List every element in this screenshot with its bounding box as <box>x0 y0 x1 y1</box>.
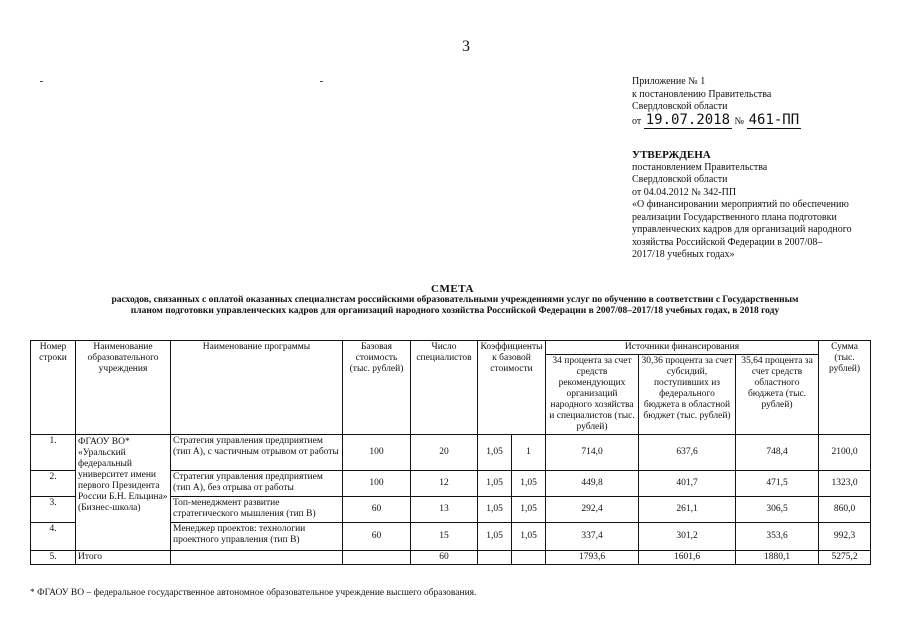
coef-2-cell: 1,05 <box>512 497 546 523</box>
total-cell: 1323,0 <box>819 471 871 497</box>
header-institution: Наименование образовательного учреждения <box>76 341 171 435</box>
source-3036-cell: 401,7 <box>639 471 736 497</box>
appendix-block <box>632 76 801 128</box>
approved-line: хозяйства Российской Федерации в 2007/08– <box>632 236 823 248</box>
base-cost-cell: 100 <box>343 435 411 471</box>
empty-cell <box>343 551 411 565</box>
subtitle-line: расходов, связанных с оплатой оказанных специалистам российскими образовательными учреждениями услуг по обучению в соответствии с Государственным <box>111 295 799 305</box>
coef-1-cell: 1,05 <box>478 471 512 497</box>
document-title: СМЕТА <box>431 283 474 295</box>
total-source-34: 1793,6 <box>546 551 639 565</box>
total-source-3564: 1880,1 <box>736 551 819 565</box>
source-34-cell: 714,0 <box>546 435 639 471</box>
header-source-34: 34 процента за счет средств рекомендующих организаций народного хозяйства и специалистов (тыс. рублей) <box>546 355 639 435</box>
program-cell: Стратегия управления предприятием (тип А), с частичным отрывом от работы <box>171 435 343 471</box>
base-cost-cell: 60 <box>343 523 411 551</box>
approved-line: постановлением Правительства <box>632 161 768 173</box>
grand-total: 5275,2 <box>819 551 871 565</box>
coef-1-cell: 1,05 <box>478 497 512 523</box>
approved-title: УТВЕРЖДЕНА <box>632 149 711 161</box>
empty-cell <box>171 551 343 565</box>
total-specialists: 60 <box>411 551 478 565</box>
program-cell: Менеджер проектов: технологии проектного управления (тип В) <box>171 523 343 551</box>
institution-cell: ФГАОУ ВО* «Уральский федеральный университет имени первого Президента России Б.Н. Ельцина» (Бизнес-школа) <box>76 435 171 551</box>
row-number: 3. <box>31 497 76 523</box>
row-number: 4. <box>31 523 76 551</box>
footnote: * ФГАОУ ВО – федеральное государственное автономное образовательное учреждение высшего образования. <box>30 588 477 598</box>
table-header-row <box>31 341 871 355</box>
source-34-cell: 449,8 <box>546 471 639 497</box>
row-number: 2. <box>31 471 76 497</box>
header-program: Наименование программы <box>171 341 343 435</box>
header-total: Сумма (тыс. рублей) <box>819 341 871 435</box>
program-cell: Стратегия управления предприятием (тип А), без отрыва от работы <box>171 471 343 497</box>
source-3036-cell: 637,6 <box>639 435 736 471</box>
header-specialists: Число специалистов <box>411 341 478 435</box>
coef-2-cell: 1 <box>512 435 546 471</box>
empty-cell <box>478 551 512 565</box>
table-row <box>31 435 871 471</box>
row-number: 5. <box>31 551 76 565</box>
specialists-cell: 13 <box>411 497 478 523</box>
total-label: Итого <box>76 551 171 565</box>
source-3564-cell: 471,5 <box>736 471 819 497</box>
source-3564-cell: 306,5 <box>736 497 819 523</box>
scan-speck <box>40 81 43 82</box>
appendix-title: Приложение № 1 <box>632 76 706 87</box>
coef-1-cell: 1,05 <box>478 435 512 471</box>
approved-block <box>632 149 897 262</box>
program-cell: Топ-менеджмент развитие стратегического мышления (тип В) <box>171 497 343 523</box>
header-source-3564: 35,64 процента за счет средств областного бюджета (тыс. рублей) <box>736 355 819 435</box>
subtitle-line: планом подготовки управленческих кадров для организаций народного хозяйства Российской Федерации в 2007/08–2017/18 учебных годах, в 2018 году <box>130 306 780 316</box>
scan-speck <box>320 81 323 82</box>
page-number: 3 <box>462 38 470 55</box>
source-3036-cell: 301,2 <box>639 523 736 551</box>
total-source-3036: 1601,6 <box>639 551 736 565</box>
document-subtitle <box>80 295 830 317</box>
approved-line: реализации Государственного плана подготовки <box>632 211 837 223</box>
specialists-cell: 15 <box>411 523 478 551</box>
source-3036-cell: 261,1 <box>639 497 736 523</box>
source-34-cell: 337,4 <box>546 523 639 551</box>
approved-line: управленческих кадров для организаций народного <box>632 224 852 235</box>
header-source-3036: 30,36 процента за счет субсидий, поступивших из федерального бюджета в областной бюджет (тыс. рублей) <box>639 355 736 435</box>
appendix-line: Свердловской области <box>632 101 728 112</box>
total-cell: 2100,0 <box>819 435 871 471</box>
header-base-cost: Базовая стоимость (тыс. рублей) <box>343 341 411 435</box>
specialists-cell: 12 <box>411 471 478 497</box>
base-cost-cell: 60 <box>343 497 411 523</box>
total-cell: 992,3 <box>819 523 871 551</box>
approved-line: Свердловской области <box>632 174 728 185</box>
source-3564-cell: 353,6 <box>736 523 819 551</box>
coef-1-cell: 1,05 <box>478 523 512 551</box>
header-sources: Источники финансирования <box>546 341 819 355</box>
approved-line: 2017/18 учебных годах» <box>632 249 735 260</box>
base-cost-cell: 100 <box>343 471 411 497</box>
approved-line: «О финансировании мероприятий по обеспечению <box>632 199 849 210</box>
coef-2-cell: 1,05 <box>512 523 546 551</box>
appendix-date-line <box>632 111 801 129</box>
handwritten-number: 461-ПП <box>748 111 800 128</box>
appendix-line: к постановлению Правительства <box>632 88 772 100</box>
estimate-table <box>30 340 871 565</box>
header-row-no: Номер строки <box>31 341 76 435</box>
coef-2-cell: 1,05 <box>512 471 546 497</box>
source-3564-cell: 748,4 <box>736 435 819 471</box>
empty-cell <box>512 551 546 565</box>
table-total-row <box>31 551 871 565</box>
source-34-cell: 292,4 <box>546 497 639 523</box>
number-prefix: № <box>734 115 745 127</box>
specialists-cell: 20 <box>411 435 478 471</box>
approved-line: от 04.04.2012 № 342-ПП <box>632 186 737 198</box>
date-prefix: от <box>632 115 642 127</box>
row-number: 1. <box>31 435 76 471</box>
header-coefficients: Коэффициенты к базовой стоимости <box>478 341 546 435</box>
handwritten-date: 19.07.2018 <box>645 111 731 128</box>
total-cell: 860,0 <box>819 497 871 523</box>
